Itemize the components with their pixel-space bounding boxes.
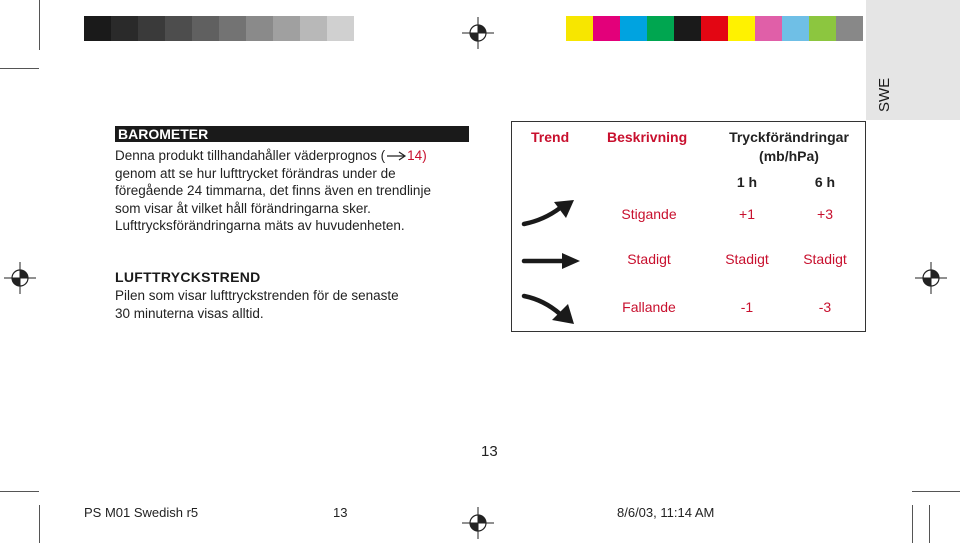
language-tab-label: SWE xyxy=(876,77,893,112)
gray-swatch xyxy=(84,16,111,41)
description-cell: Stadigt xyxy=(627,251,671,267)
crop-mark xyxy=(912,505,913,543)
grayscale-calibration-bar xyxy=(84,16,354,41)
crop-mark xyxy=(39,0,40,50)
gray-swatch xyxy=(111,16,138,41)
column-6h-header: 6 h xyxy=(814,174,836,190)
crop-mark xyxy=(912,491,960,492)
barometer-line: föregående 24 timmarna, det finns även en trendlinje xyxy=(115,183,431,199)
color-swatch xyxy=(701,16,728,41)
gray-swatch xyxy=(138,16,165,41)
column-1h-header: 1 h xyxy=(736,174,758,190)
barometer-line: som visar åt vilket håll förändringarna sker. xyxy=(115,200,371,216)
barometer-line-text: Denna produkt tillhandahåller väderprognos ( xyxy=(115,148,386,163)
crop-mark xyxy=(39,505,40,543)
crop-mark xyxy=(0,68,39,69)
registration-mark-icon xyxy=(915,262,947,294)
description-cell: Fallande xyxy=(622,299,676,315)
footer-timestamp: 8/6/03, 11:14 AM xyxy=(617,505,715,520)
barometer-line: genom att se hur lufttrycket förändras under de xyxy=(115,165,396,181)
gray-swatch xyxy=(327,16,354,41)
pressure-trend-description xyxy=(115,287,455,322)
barometer-description xyxy=(115,147,475,235)
pressure-trend-heading: LUFTTRYCKSTREND xyxy=(115,269,261,285)
gray-swatch xyxy=(246,16,273,41)
registration-mark-icon xyxy=(462,17,494,49)
gray-swatch xyxy=(192,16,219,41)
color-calibration-bar xyxy=(566,16,863,41)
change-6h-cell: Stadigt xyxy=(803,251,847,267)
registration-mark-icon xyxy=(462,507,494,539)
color-swatch xyxy=(620,16,647,41)
pressure-trend-line: 30 minuterna visas alltid. xyxy=(115,305,264,321)
color-swatch xyxy=(674,16,701,41)
barometer-line: Lufttrycksförändringarna mäts av huvudenheten. xyxy=(115,218,405,234)
footer-filename: PS M01 Swedish r5 xyxy=(84,505,199,520)
page-reference-arrow-icon xyxy=(385,151,407,161)
color-swatch xyxy=(566,16,593,41)
color-swatch xyxy=(728,16,755,41)
page-reference[interactable]: 14) xyxy=(407,148,427,163)
color-swatch xyxy=(647,16,674,41)
change-1h-cell: -1 xyxy=(740,299,754,315)
change-1h-cell: +1 xyxy=(739,206,755,222)
change-1h-cell: Stadigt xyxy=(725,251,769,267)
gray-swatch xyxy=(273,16,300,41)
gray-swatch xyxy=(219,16,246,41)
color-swatch xyxy=(809,16,836,41)
change-6h-cell: -3 xyxy=(818,299,832,315)
arrow-down-right-curved-icon xyxy=(520,290,580,326)
color-swatch xyxy=(836,16,863,41)
change-6h-cell: +3 xyxy=(817,206,833,222)
pressure-trend-line: Pilen som visar lufttryckstrenden för de senaste xyxy=(115,288,399,303)
registration-mark-icon xyxy=(4,262,36,294)
pressure-change-header: Tryckförändringar xyxy=(729,129,849,145)
description-column-header: Beskrivning xyxy=(607,129,688,145)
trend-column-header: Trend xyxy=(531,129,570,145)
description-cell: Stigande xyxy=(621,206,677,222)
crop-mark xyxy=(929,505,930,543)
color-swatch xyxy=(782,16,809,41)
footer-page: 13 xyxy=(333,505,348,520)
gray-swatch xyxy=(165,16,192,41)
color-swatch xyxy=(755,16,782,41)
pressure-unit-header: (mb/hPa) xyxy=(759,148,819,164)
arrow-right-straight-icon xyxy=(520,251,582,271)
barometer-heading: BAROMETER xyxy=(118,126,209,142)
page-number: 13 xyxy=(481,443,498,460)
barometer-line xyxy=(115,147,475,165)
crop-mark xyxy=(0,491,39,492)
gray-swatch xyxy=(300,16,327,41)
color-swatch xyxy=(593,16,620,41)
arrow-up-right-curved-icon xyxy=(520,196,580,232)
